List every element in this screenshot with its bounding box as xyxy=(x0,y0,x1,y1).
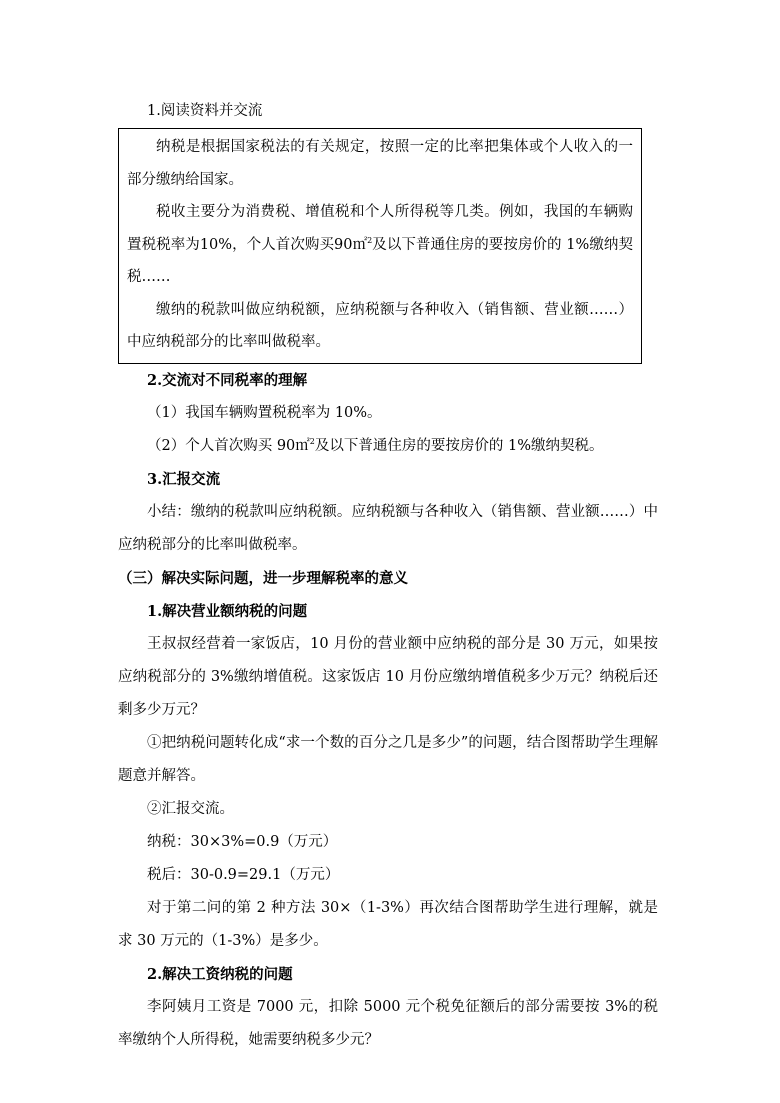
question-2-text: 李阿姨月工资是 7000 元，扣除 5000 元个税免征额后的部分需要按 3%的税率缴纳个人所得税，她需要纳税多少元？ xyxy=(118,998,658,1048)
document-body xyxy=(118,95,658,1057)
question-1-calc-2: 税后：30-0.9=29.1（万元） xyxy=(147,866,340,883)
reading-material-box xyxy=(118,128,642,364)
section-2-item-2 xyxy=(118,430,658,463)
box-paragraph-2-superscript: 2 xyxy=(367,235,373,245)
box-paragraph-3: 缴纳的税款叫做应纳税额，应纳税额与各种收入（销售额、营业额……）中应纳税部分的比率叫做税率。 xyxy=(127,301,633,350)
section-3-title: 3.汇报交流 xyxy=(147,470,221,488)
box-paragraph-2-part-b: 及以下普通住房的要按房价的 1%缴纳契税…… xyxy=(127,236,633,285)
section-1-title: 1.阅读资料并交流 xyxy=(147,103,263,119)
question-1-text: 王叔叔经营着一家饭店，10 月份的营业额中应纳税的部分是 30 万元，如果按应纳税部分的 3%缴纳增值税。这家饭店 10 月份应缴纳增值税多少万元？纳税后还剩多少万元？ xyxy=(118,635,658,718)
box-paragraph-2 xyxy=(127,196,633,294)
summary-paragraph: 小结：缴纳的税款叫应纳税额。应纳税额与各种收入（销售额、营业额……）中应纳税部分的比率叫做税率。 xyxy=(118,503,658,553)
question-1-step-2: ②汇报交流。 xyxy=(147,800,234,817)
question-1-note: 对于第二问的第 2 种方法 30×（1-3%）再次结合图帮助学生进行理解，就是求 30 万元的（1-3%）是多少。 xyxy=(118,899,658,949)
question-1-calc-1: 纳税：30×3%=0.9（万元） xyxy=(147,833,338,850)
section-2-title: 2.交流对不同税率的理解 xyxy=(147,371,308,389)
section-2-item-2-part-b: 及以下普通住房的要按房价的 1%缴纳契税。 xyxy=(314,437,604,454)
section-2-item-2-superscript: 2 xyxy=(309,436,315,446)
box-paragraph-1: 纳税是根据国家税法的有关规定，按照一定的比率把集体或个人收入的一部分缴纳给国家。 xyxy=(127,139,633,188)
box-paragraph-2-part-a: 税收主要分为消费税、增值税和个人所得税等几类。例如，我国的车辆购置税税率为10%，个人首次购买90㎡ xyxy=(127,204,633,253)
section-2-item-2-part-a: （2）个人首次购买 90㎡ xyxy=(147,437,310,454)
question-2-title: 2.解决工资纳税的问题 xyxy=(147,965,293,983)
question-1-step-1: ①把纳税问题转化成“求一个数的百分之几是多少”的问题，结合图帮助学生理解题意并解答。 xyxy=(118,734,658,784)
section-2-item-1: （1）我国车辆购置税税率为 10%。 xyxy=(147,404,382,421)
part-3-title: （三）解决实际问题，进一步理解税率的意义 xyxy=(118,569,408,587)
question-1-title: 1.解决营业额纳税的问题 xyxy=(147,602,308,620)
